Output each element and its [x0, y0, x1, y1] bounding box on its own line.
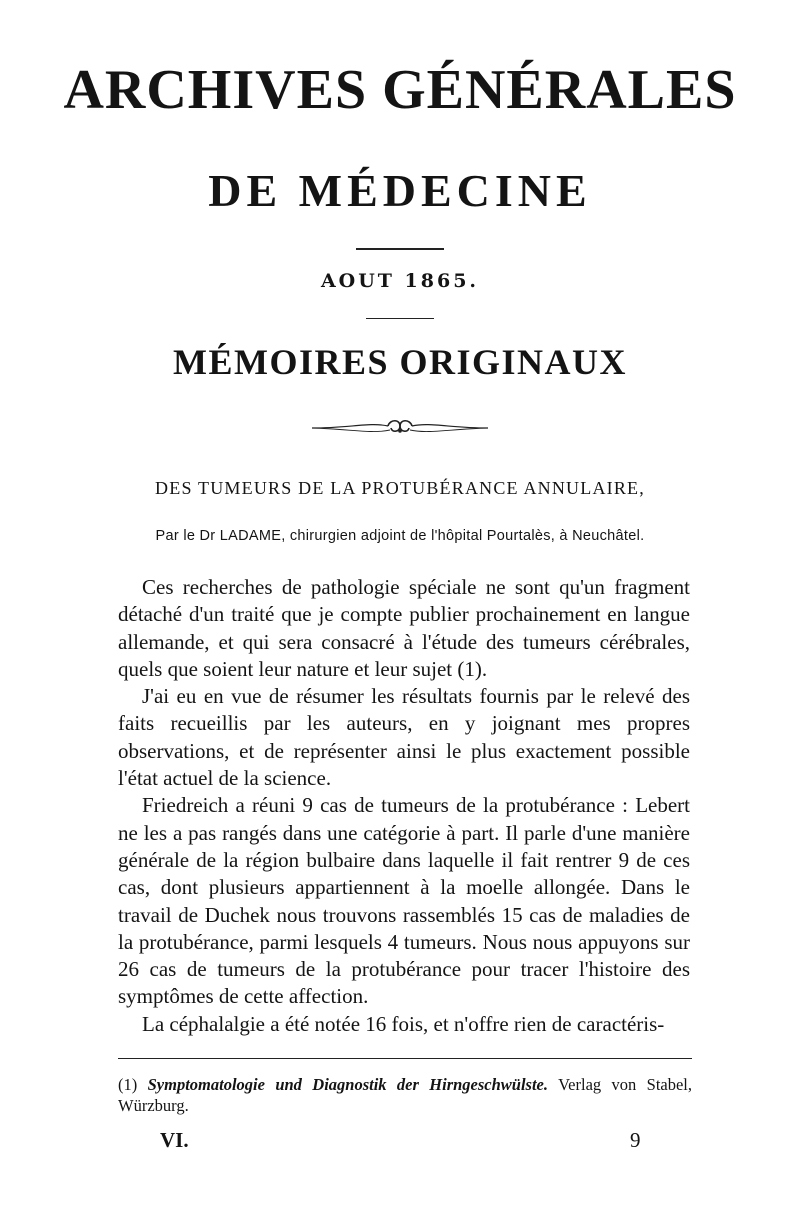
- page-number: 9: [630, 1128, 641, 1152]
- body-paragraph: Friedreich a réuni 9 cas de tumeurs de la protubérance : Lebert ne les a pas rangés dans une catégorie à part. Il parle d'une manière générale de la région bulbaire dans laquelle il fait rentrer 9 de ces cas, dont plusieurs appartiennent à la moelle allongée. Dans le travail de Duchek nous trouvons rassemblés 15 cas de maladies de la protubérance, parmi lesquels 4 tumeurs. Nous nous appuyons sur 26 cas de tumeurs de la protubérance pour tracer l'histoire des symptômes de cette affection.: [118, 793, 690, 1009]
- footnote-marker: (1): [118, 1075, 138, 1094]
- journal-subtitle: DE MÉDECINE: [208, 165, 592, 216]
- body-paragraph: La céphalalgie a été notée 16 fois, et n'offre rien de caractéris-: [142, 1011, 665, 1036]
- article-title: DES TUMEURS DE LA PROTUBÉRANCE ANNULAIRE,: [155, 478, 645, 498]
- footnote-book-title: Symptomatologie und Diagnostik der Hirngeschwülste.: [147, 1075, 549, 1094]
- article-body: [118, 574, 690, 1038]
- footnote: [118, 1074, 692, 1116]
- issue-date: AOUT 1865.: [320, 270, 480, 292]
- body-paragraph: Ces recherches de pathologie spéciale ne sont qu'un fragment détaché d'un traité que je compte publier prochainement en langue allemande, et qui sera consacré à l'étude des tumeurs cérébrales, quels que soient leur nature et leur sujet (1).: [118, 575, 690, 681]
- section-title: MÉMOIRES ORIGINAUX: [172, 342, 628, 382]
- footnote-publisher: Verlag von Stabel, Würzburg.: [118, 1075, 693, 1115]
- footnote-rule: [118, 1058, 692, 1059]
- body-paragraph: J'ai eu en vue de résumer les résultats fournis par le relevé des faits recueillis par les auteurs, en y joignant mes propres observations, et de représenter ainsi le plus exactement possible l'état actuel de la science.: [118, 684, 690, 791]
- article-byline: Par le Dr LADAME, chirurgien adjoint de l'hôpital Pourtalès, à Neuchâtel.: [155, 528, 645, 544]
- ornament-flourish-icon: [310, 416, 490, 440]
- signature-mark: VI.: [160, 1128, 189, 1152]
- rule-under-subtitle: [356, 248, 444, 250]
- journal-title: ARCHIVES GÉNÉRALES: [63, 59, 737, 121]
- rule-under-date: [366, 318, 434, 319]
